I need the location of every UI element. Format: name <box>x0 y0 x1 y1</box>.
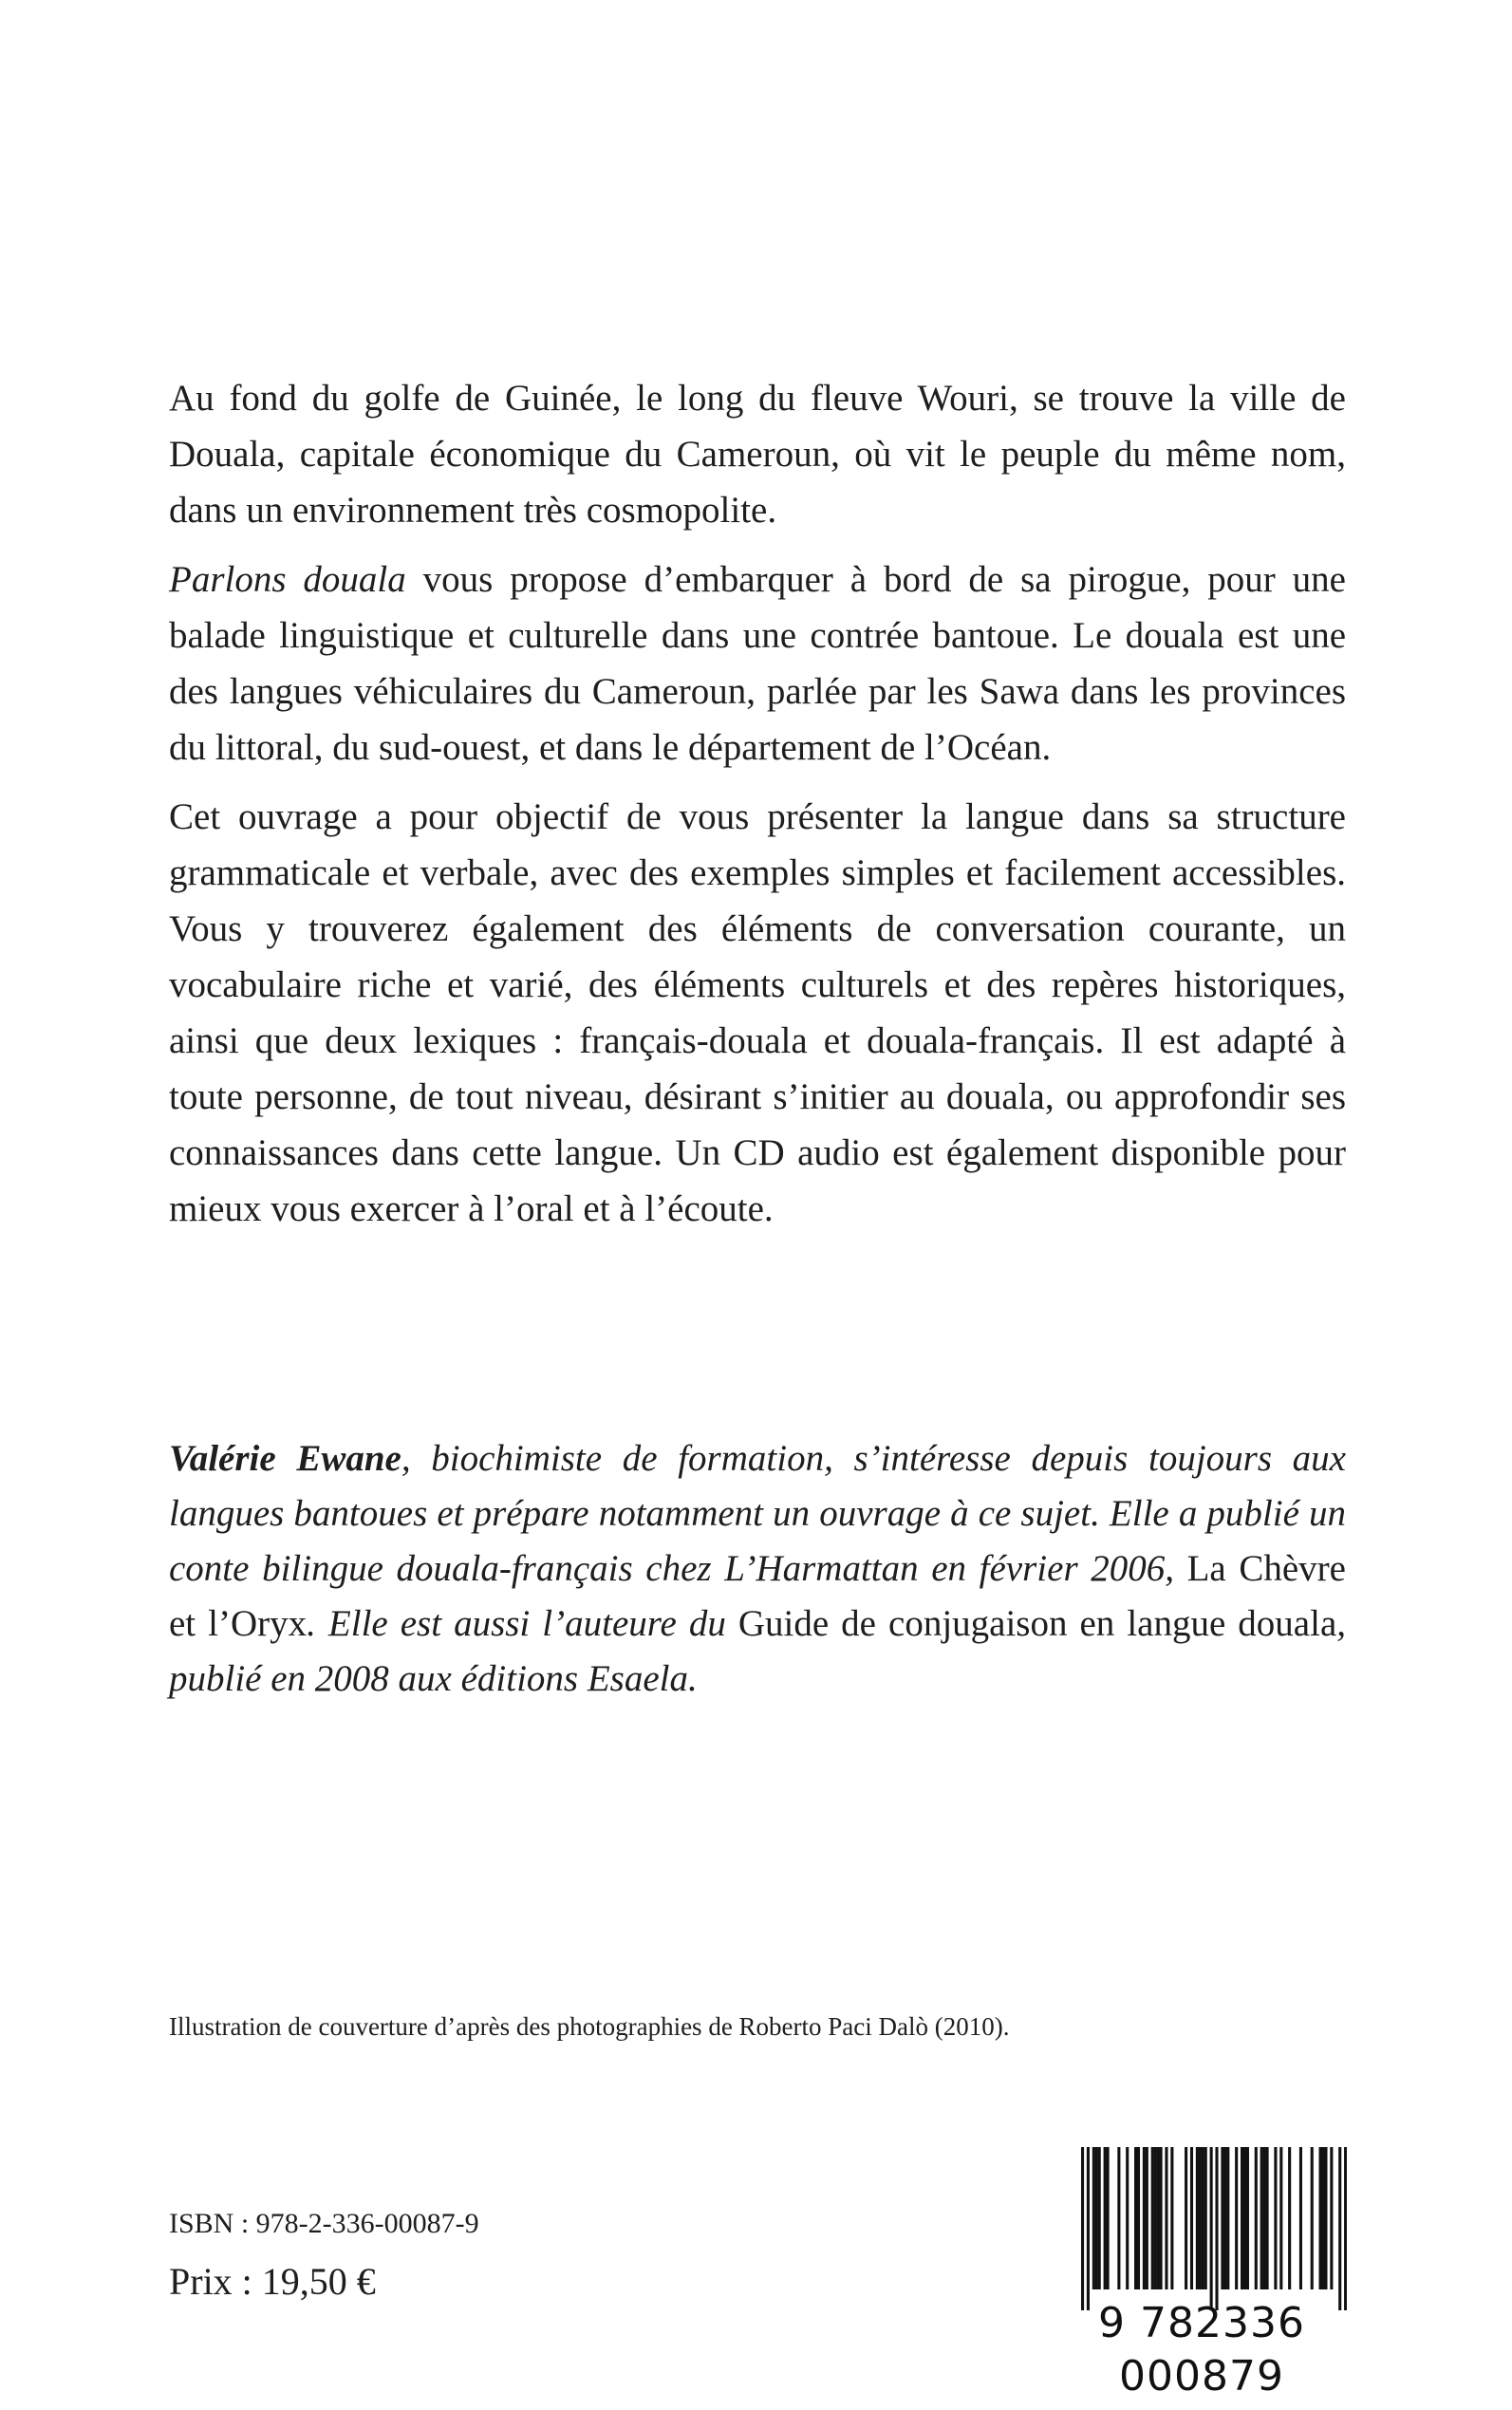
barcode <box>1056 2147 1347 2401</box>
barcode-bar <box>1081 2147 1084 2310</box>
blurb-paragraph-3: Cet ouvrage a pour objectif de vous présenter la langue dans sa structure grammaticale et verbale, avec des exemples simples et facilement accessibles. Vous y trouverez également des éléments de conversation courante, un vocabulaire riche et varié, des éléments culturels et des repères historiques, ainsi que deux lexiques : français-douala et douala-français. Il est adapté à toute personne, de tout niveau, désirant s’initier au douala, ou approfondir ses connaissances dans cette langue. Un CD audio est également disponible pour mieux vous exercer à l’oral et à l’écoute. <box>169 796 1346 1229</box>
barcode-bar <box>1330 2147 1333 2289</box>
barcode-bar <box>1092 2147 1095 2289</box>
author-bio-paragraph <box>169 1431 1346 1707</box>
barcode-bar <box>1279 2147 1282 2289</box>
barcode-bar <box>1338 2147 1341 2310</box>
barcode-bar <box>1087 2147 1090 2310</box>
barcode-bar <box>1241 2147 1243 2289</box>
barcode-bar <box>1165 2147 1167 2289</box>
barcode-bar <box>1255 2147 1258 2289</box>
book-blurb <box>169 370 1346 1250</box>
barcode-bar <box>1215 2147 1218 2310</box>
barcode-bar <box>1246 2147 1249 2289</box>
barcode-bar <box>1137 2147 1140 2289</box>
barcode-bar <box>1210 2147 1213 2310</box>
barcode-bar <box>1263 2147 1266 2289</box>
barcode-bar <box>1260 2147 1263 2289</box>
cover-illustration-credit: Illustration de couverture d’après des photographies de Roberto Paci Dalò (2010). <box>169 2012 1010 2041</box>
barcode-bar <box>1266 2147 1269 2289</box>
barcode-bar <box>1117 2147 1120 2289</box>
barcode-bar <box>1104 2147 1107 2289</box>
barcode-bar <box>1299 2147 1302 2289</box>
blurb-paragraph-2 <box>169 551 1346 775</box>
price-label: Prix : 19,50 € <box>169 2260 376 2303</box>
bio-title-2: Guide de conjugaison en langue douala <box>737 1603 1337 1644</box>
barcode-bar <box>1288 2147 1291 2289</box>
barcode-bar <box>1151 2147 1154 2289</box>
barcode-bar <box>1143 2147 1146 2289</box>
barcode-bar <box>1098 2147 1101 2289</box>
barcode-bar <box>1126 2147 1129 2289</box>
barcode-bar <box>1344 2147 1347 2310</box>
barcode-bar <box>1107 2147 1110 2289</box>
barcode-bar <box>1235 2147 1238 2289</box>
bio-segment-3: , publié en 2008 aux éditions Esaela. <box>169 1603 1347 1699</box>
bio-segment-2: . Elle est aussi l’auteure du <box>307 1603 738 1644</box>
author-bio <box>169 1431 1346 1707</box>
barcode-bar <box>1146 2147 1148 2289</box>
blurb-paragraph-2-text: vous propose d’embarquer à bord de sa pirogue, pour une balade linguistique et culturelle dans une contrée bantoue. Le douala est une des langues véhiculaires du Cameroun, parlée par les Sawa dans les provinces du littoral, du sud-ouest, et dans le département de l’Océan. <box>169 559 1346 768</box>
author-name: Valérie Ewane <box>169 1438 401 1479</box>
barcode-bar <box>1199 2147 1202 2289</box>
barcode-bar <box>1190 2147 1193 2289</box>
barcode-bar <box>1170 2147 1173 2289</box>
bio-segment-1: , biochimiste de formation, s’intéresse depuis toujours aux langues bantoues et prépare notamment un ouvrage à ce sujet. Elle a publié un conte bilingue douala-français chez L’Harmattan en février 2006, <box>169 1438 1346 1589</box>
barcode-bar <box>1196 2147 1199 2289</box>
book-title-italic: Parlons douala <box>169 559 406 600</box>
barcode-bar <box>1185 2147 1187 2289</box>
barcode-digits: 9 782336 000879 <box>1098 2299 1305 2401</box>
barcode-bar <box>1223 2147 1226 2289</box>
barcode-bar <box>1157 2147 1160 2289</box>
barcode-bar <box>1204 2147 1207 2289</box>
barcode-bar <box>1274 2147 1277 2289</box>
barcode-bar <box>1154 2147 1157 2289</box>
barcode-bar <box>1095 2147 1098 2289</box>
bio-title-1: La Chèvre et l’Oryx <box>169 1548 1346 1644</box>
barcode-bar <box>1202 2147 1204 2289</box>
barcode-bar <box>1160 2147 1163 2289</box>
barcode-bar <box>1324 2147 1327 2289</box>
isbn-label: ISBN : 978-2-336-00087-9 <box>169 2208 479 2239</box>
barcode-bar <box>1311 2147 1314 2289</box>
barcode-bar <box>1134 2147 1137 2289</box>
barcode-bar <box>1321 2147 1324 2289</box>
barcode-bar <box>1243 2147 1246 2289</box>
barcode-bar <box>1319 2147 1322 2289</box>
barcode-bar <box>1221 2147 1223 2289</box>
blurb-paragraph-1: Au fond du golfe de Guinée, le long du fleuve Wouri, se trouve la ville de Douala, capitale économique du Cameroun, où vit le peuple du même nom, dans un environnement très cosmopolite. <box>169 378 1346 531</box>
barcode-bar <box>1226 2147 1229 2289</box>
